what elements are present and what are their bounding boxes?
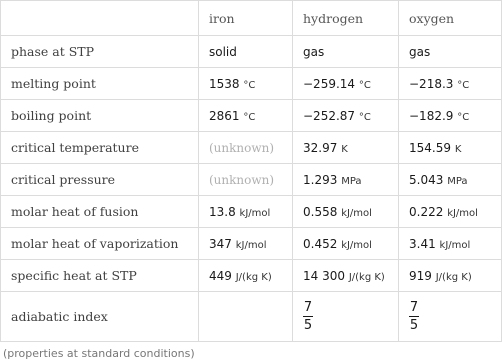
- cell-fraction: [399, 292, 502, 342]
- unit: J/(kg K): [235, 271, 272, 283]
- cell-value: 32.97 K: [293, 132, 399, 164]
- unit: MPa: [447, 175, 468, 187]
- unit: kJ/mol: [235, 239, 267, 251]
- cell-value: −259.14 °C: [293, 68, 399, 100]
- unit: K: [454, 143, 462, 155]
- cell-value: 0.222 kJ/mol: [399, 196, 502, 228]
- fraction-numerator: 7: [409, 300, 419, 315]
- unit: kJ/mol: [341, 239, 372, 251]
- unit: J/(kg K): [435, 271, 472, 283]
- row-label: molar heat of vaporization: [1, 228, 199, 260]
- row-label: critical pressure: [1, 164, 199, 196]
- cell-unknown: (unknown): [199, 164, 293, 196]
- cell-value: 347 kJ/mol: [199, 228, 293, 260]
- table-row: [1, 164, 502, 196]
- table-row: [1, 100, 502, 132]
- cell-value: 1.293 MPa: [293, 164, 399, 196]
- footnote: (properties at standard conditions): [3, 347, 195, 360]
- cell-value: 0.558 kJ/mol: [293, 196, 399, 228]
- table-row: [1, 292, 502, 342]
- unit: °C: [457, 111, 470, 123]
- fraction: [409, 300, 419, 333]
- cell-value: 13.8 kJ/mol: [199, 196, 293, 228]
- cell-value: 1538 °C: [199, 68, 293, 100]
- unit: kJ/mol: [439, 239, 471, 251]
- unit: kJ/mol: [239, 207, 271, 219]
- table-row: [1, 132, 502, 164]
- cell-value: 0.452 kJ/mol: [293, 228, 399, 260]
- unit: °C: [243, 111, 256, 123]
- header-hydrogen: hydrogen: [293, 1, 399, 36]
- row-label: phase at STP: [1, 36, 199, 68]
- cell-value: 14 300 J/(kg K): [293, 260, 399, 292]
- fraction: [303, 300, 313, 333]
- row-label: molar heat of fusion: [1, 196, 199, 228]
- table-row: [1, 36, 502, 68]
- header-iron: iron: [199, 1, 293, 36]
- row-label: critical temperature: [1, 132, 199, 164]
- unit: kJ/mol: [341, 207, 372, 219]
- unit: kJ/mol: [447, 207, 478, 219]
- header-blank: [1, 1, 199, 36]
- unit: °C: [457, 79, 470, 91]
- unit: MPa: [341, 175, 362, 187]
- row-label: specific heat at STP: [1, 260, 199, 292]
- cell-value: 5.043 MPa: [399, 164, 502, 196]
- fraction-bar: [303, 316, 313, 317]
- cell-fraction: [293, 292, 399, 342]
- unit: J/(kg K): [348, 271, 385, 283]
- header-oxygen: oxygen: [399, 1, 502, 36]
- cell-value: −182.9 °C: [399, 100, 502, 132]
- cell-value: 919 J/(kg K): [399, 260, 502, 292]
- cell-value: 154.59 K: [399, 132, 502, 164]
- table-row: [1, 68, 502, 100]
- row-label: boiling point: [1, 100, 199, 132]
- cell-value: gas: [293, 36, 399, 68]
- cell-value: 3.41 kJ/mol: [399, 228, 502, 260]
- fraction-bar: [409, 316, 419, 317]
- header-row: [1, 1, 502, 36]
- row-label: melting point: [1, 68, 199, 100]
- table-row: [1, 228, 502, 260]
- cell-value: 449 J/(kg K): [199, 260, 293, 292]
- cell-value: −252.87 °C: [293, 100, 399, 132]
- unit: K: [341, 143, 348, 155]
- fraction-denominator: 5: [303, 318, 313, 333]
- cell-value: solid: [199, 36, 293, 68]
- unit: °C: [358, 79, 371, 91]
- cell-empty: [199, 292, 293, 342]
- cell-value: gas: [399, 36, 502, 68]
- cell-unknown: (unknown): [199, 132, 293, 164]
- row-label: adiabatic index: [1, 292, 199, 342]
- unit: °C: [243, 79, 256, 91]
- cell-value: −218.3 °C: [399, 68, 502, 100]
- table-row: [1, 260, 502, 292]
- cell-value: 2861 °C: [199, 100, 293, 132]
- fraction-numerator: 7: [303, 300, 313, 315]
- fraction-denominator: 5: [409, 318, 419, 333]
- table-row: [1, 196, 502, 228]
- unit: °C: [358, 111, 371, 123]
